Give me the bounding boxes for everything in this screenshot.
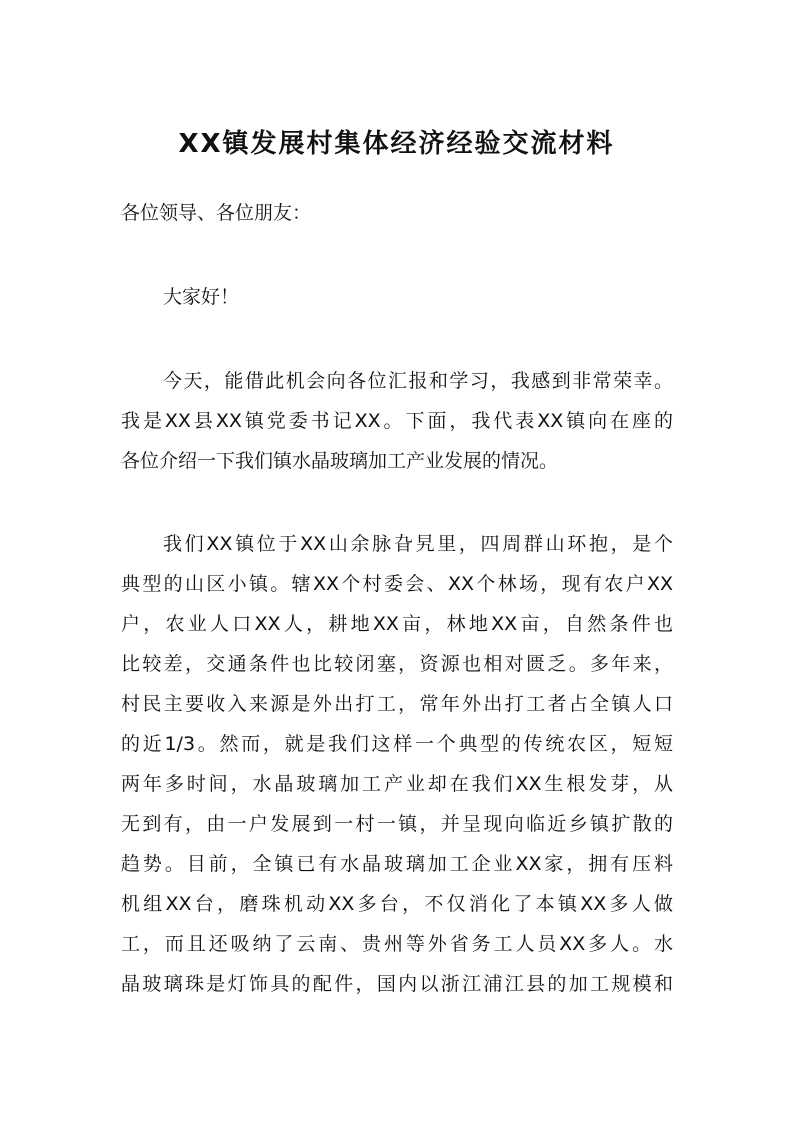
paragraph-line: 我们XX镇位于XX山余脉旮旯里，四周群山环抱，是个 (163, 533, 673, 555)
paragraph-line: 趋势。目前，全镇已有水晶玻璃加工企业XX家，拥有压料 (121, 853, 673, 875)
paragraph-line: 的近1/3。然而，就是我们这样一个典型的传统农区，短短 (121, 733, 673, 755)
greeting: 大家好！ (163, 286, 240, 308)
paragraph-line: 今天，能借此机会向各位汇报和学习，我感到非常荣幸。 (163, 370, 673, 392)
document-title: XX镇发展村集体经济经验交流材料 (178, 129, 615, 159)
paragraph-line: 两年多时间，水晶玻璃加工产业却在我们XX生根发芽，从 (121, 773, 673, 795)
paragraph-line: 机组XX台，磨珠机动XX多台，不仅消化了本镇XX多人做 (121, 893, 673, 915)
paragraph-line: 晶玻璃珠是灯饰具的配件，国内以浙江浦江县的加工规模和 (121, 973, 673, 995)
paragraph-line: 工，而且还吸纳了云南、贵州等外省务工人员XX多人。水 (121, 933, 673, 955)
paragraph-line: 村民主要收入来源是外出打工，常年外出打工者占全镇人口 (121, 693, 673, 715)
paragraph-line: 我是XX县XX镇党委书记XX。下面，我代表XX镇向在座的 (121, 410, 673, 432)
paragraph-line: 比较差，交通条件也比较闭塞，资源也相对匮乏。多年来， (121, 653, 673, 675)
paragraph-line: 户，农业人口XX人，耕地XX亩，林地XX亩，自然条件也 (121, 613, 673, 635)
salutation: 各位领导、各位朋友： (121, 202, 312, 224)
paragraph-line: 各位介绍一下我们镇水晶玻璃加工产业发展的情况。 (121, 450, 559, 472)
paragraph-line: 无到有，由一户发展到一村一镇，并呈现向临近乡镇扩散的 (121, 813, 673, 835)
paragraph-line: 典型的山区小镇。辖XX个村委会、XX个林场，现有农户XX (121, 573, 673, 595)
